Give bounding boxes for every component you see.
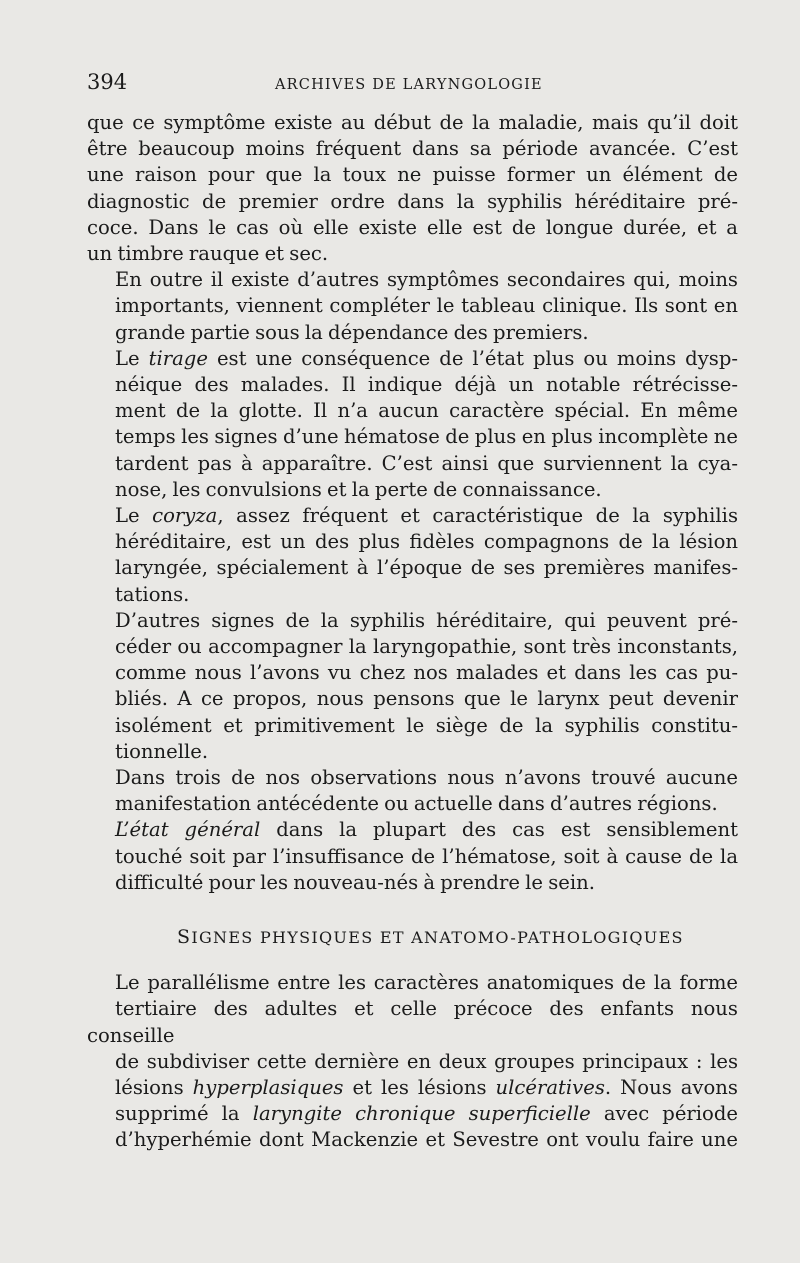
text-line: L’état général dans la plupart des cas est sensiblement bbox=[115, 818, 738, 842]
text-line: coce. Dans le cas où elle existe elle est de longue durée, et a bbox=[87, 215, 738, 239]
running-head: ARCHIVES DE LARYNGOLOGIE bbox=[275, 77, 543, 93]
paragraph bbox=[87, 503, 738, 608]
paragraph bbox=[87, 267, 738, 346]
text-line: tardent pas à apparaître. C’est ainsi que surviennent la cya- bbox=[115, 451, 738, 475]
text-line: Le tirage est une conséquence de l’état plus ou moins dysp- bbox=[115, 346, 738, 370]
text-line: Le parallélisme entre les caractères anatomiques de la forme bbox=[115, 971, 738, 995]
paragraph bbox=[87, 346, 738, 503]
text-line: être beaucoup moins fréquent dans sa période avancée. C’est bbox=[87, 137, 738, 161]
text-line: ment de la glotte. Il n’a aucun caractère spécial. En même bbox=[115, 399, 738, 423]
italic-term: laryngite chronique superficielle bbox=[252, 1102, 591, 1126]
text-line: que ce symptôme existe au début de la maladie, mais qu’il doit bbox=[87, 111, 738, 134]
text-line: isolément et primitivement le siège de la syphilis constitu- bbox=[115, 713, 738, 737]
paragraph bbox=[87, 608, 738, 765]
paragraph bbox=[87, 970, 738, 1153]
text-line: de subdiviser cette dernière en deux groupes principaux : les bbox=[115, 1049, 738, 1073]
text-line: touché soit par l’insuffisance de l’hématose, soit à cause de la bbox=[115, 844, 738, 868]
text-line: comme nous l’avons vu chez nos malades et dans les cas pu- bbox=[115, 661, 738, 685]
body-text bbox=[87, 110, 738, 896]
paragraph bbox=[87, 765, 738, 817]
text-line: d’hyperhémie dont Mackenzie et Sevestre ont voulu faire une bbox=[115, 1128, 738, 1152]
page-number: 394 bbox=[87, 70, 128, 94]
italic-term: tirage bbox=[148, 346, 208, 370]
text-line: tertiaire des adultes et celle précoce des enfants nous conseille bbox=[87, 997, 738, 1047]
text-line: manifestation antécédente ou actuelle dans d’autres régions. bbox=[115, 792, 718, 816]
text-line: une raison pour que la toux ne puisse former un élément de bbox=[87, 163, 738, 187]
text-line: laryngée, spécialement à l’époque de ses premières manifes- bbox=[115, 556, 738, 580]
text-line: importants, viennent compléter le tableau clinique. Ils sont en bbox=[115, 294, 738, 318]
text-line: D’autres signes de la syphilis héréditaire, qui peuvent pré- bbox=[115, 608, 738, 632]
text-line: nose, les convulsions et la perte de connaissance. bbox=[115, 477, 602, 501]
text-line: diagnostic de premier ordre dans la syphilis héréditaire pré- bbox=[87, 189, 738, 213]
text-line: tionnelle. bbox=[115, 739, 209, 763]
italic-term: ulcératives bbox=[495, 1075, 605, 1099]
text-line: temps les signes d’une hématose de plus en plus incomplète ne bbox=[115, 425, 738, 449]
body-text-continued bbox=[87, 970, 738, 1153]
text-line: grande partie sous la dépendance des premiers. bbox=[115, 320, 589, 344]
section-heading bbox=[177, 926, 738, 952]
paragraph bbox=[87, 817, 738, 896]
italic-term: coryza bbox=[152, 504, 218, 528]
text-line: Le coryza, assez fréquent et caractéristique de la syphilis bbox=[115, 504, 738, 528]
text-line: supprimé la laryngite chronique superficielle avec période bbox=[115, 1102, 738, 1126]
text-line: Dans trois de nos observations nous n’avons trouvé aucune bbox=[115, 766, 738, 790]
text-line: céder ou accompagner la laryngopathie, sont très inconstants, bbox=[115, 635, 738, 659]
text-line: héréditaire, est un des plus fidèles compagnons de la lésion bbox=[115, 530, 738, 554]
page-header bbox=[87, 70, 738, 104]
text-line: un timbre rauque et sec. bbox=[87, 242, 329, 266]
text-line: tations. bbox=[115, 582, 190, 606]
section-heading-rest: IGNES PHYSIQUES ET ANATOMO-PATHOLOGIQUES bbox=[191, 928, 684, 948]
text-line: En outre il existe d’autres symptômes secondaires qui, moins bbox=[115, 268, 738, 292]
italic-term: hyperplasiques bbox=[192, 1075, 344, 1099]
section-heading-initial: S bbox=[177, 926, 192, 949]
text-line: difficulté pour les nouveau-nés à prendre le sein. bbox=[115, 870, 595, 894]
text-line: bliés. A ce propos, nous pensons que le larynx peut devenir bbox=[115, 687, 738, 711]
italic-term: L’état général bbox=[115, 818, 261, 842]
text-line: lésions hyperplasiques et les lésions ulcératives. Nous avons bbox=[115, 1075, 738, 1099]
paragraph bbox=[87, 110, 738, 267]
text-line: néique des malades. Il indique déjà un notable rétrécisse- bbox=[115, 373, 738, 397]
